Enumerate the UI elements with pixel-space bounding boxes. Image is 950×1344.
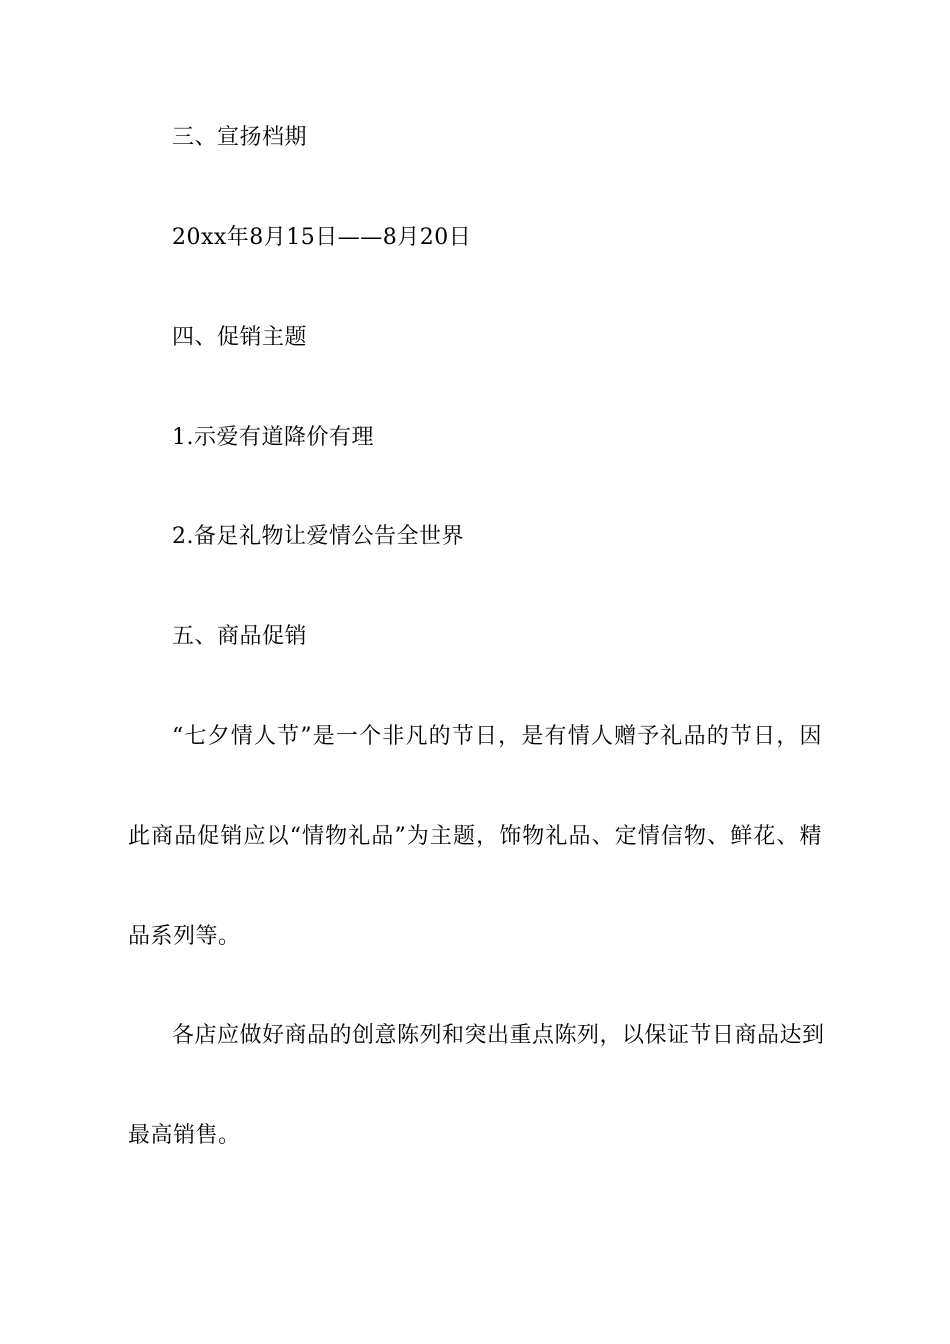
promotion-theme-item-2: 2.备足礼物让爱情公告全世界 xyxy=(172,524,464,549)
section-heading-promotion-period: 三、宣扬档期 xyxy=(172,125,308,150)
paragraph-line: 此商品促销应以“情物礼品”为主题，饰物礼品、定情信物、鲜花、精 xyxy=(128,824,822,849)
paragraph-line: 最高销售。 xyxy=(128,1123,241,1148)
paragraph-line: 各店应做好商品的创意陈列和突出重点陈列，以保证节日商品达到 xyxy=(172,1023,825,1048)
promotion-theme-item-1: 1.示爱有道降价有理 xyxy=(172,425,374,450)
promotion-date-range: 20xx年8月15日——8月20日 xyxy=(172,225,472,250)
paragraph-line: 品系列等。 xyxy=(128,924,241,949)
section-heading-product-promotion: 五、商品促销 xyxy=(172,624,308,649)
section-heading-promotion-theme: 四、促销主题 xyxy=(172,325,308,350)
paragraph-line: “七夕情人节”是一个非凡的节日，是有情人赠予礼品的节日，因 xyxy=(172,724,822,749)
